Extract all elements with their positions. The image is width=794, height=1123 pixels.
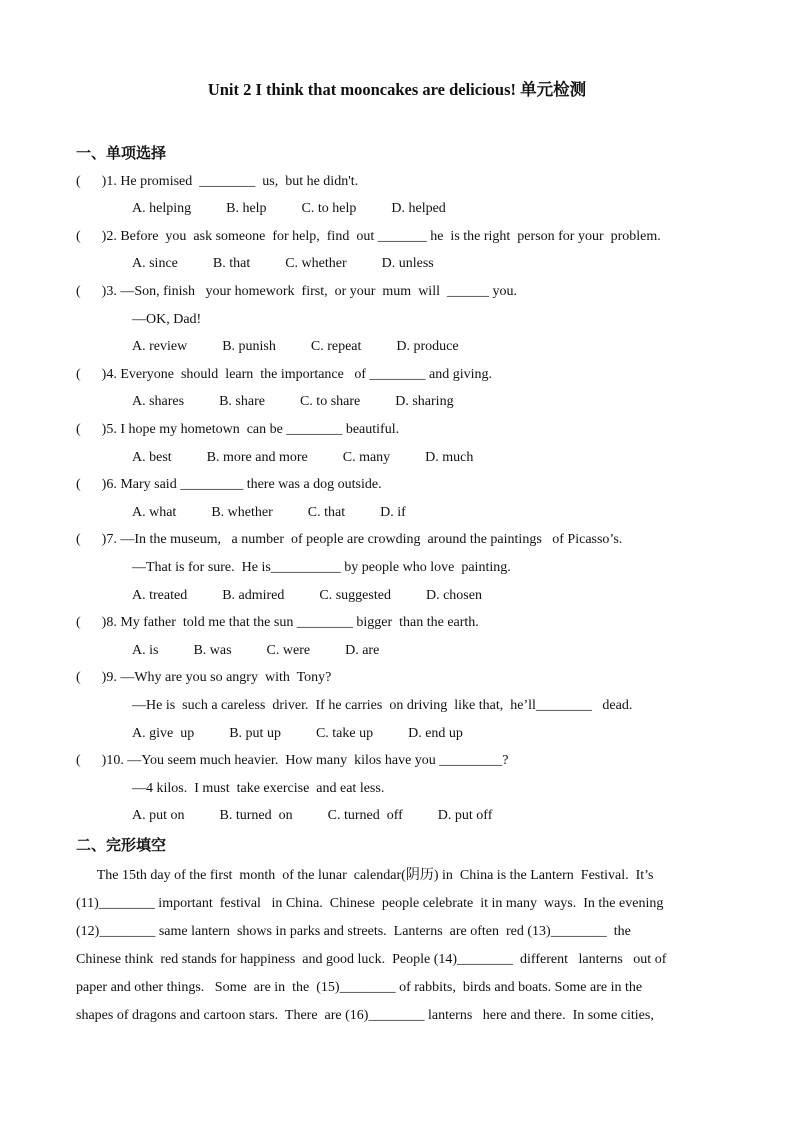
section-heading-single-choice: 一、单项选择 bbox=[76, 146, 167, 162]
passage-line: (12)________ same lantern shows in parks and streets. Lanterns are often red (13)________ the bbox=[76, 924, 631, 939]
question-8-stem: ( )8. My father told me that the sun ________ bigger than the earth. bbox=[76, 615, 479, 630]
question-9-stem: ( )9. —Why are you so angry with Tony? bbox=[76, 670, 332, 685]
question-10-options: A. put on B. turned on C. turned off D. put off bbox=[132, 808, 493, 823]
passage-line: (11)________ important festival in China. Chinese people celebrate it in many ways. In the evening bbox=[76, 896, 664, 911]
question-4-stem: ( )4. Everyone should learn the importance of ________ and giving. bbox=[76, 367, 493, 382]
question-6-options: A. what B. whether C. that D. if bbox=[132, 505, 406, 520]
passage-line: paper and other things. Some are in the (15)________ of rabbits, birds and boats. Some are in the bbox=[76, 980, 643, 995]
question-1-stem: ( )1. He promised ________ us, but he didn't. bbox=[76, 174, 359, 189]
page-title: Unit 2 I think that mooncakes are delicious! 单元检测 bbox=[207, 80, 587, 99]
question-7-options: A. treated B. admired C. suggested D. chosen bbox=[132, 588, 482, 603]
section-heading-cloze: 二、完形填空 bbox=[76, 838, 167, 854]
question-2-stem: ( )2. Before you ask someone for help, find out _______ he is the right person for your problem. bbox=[76, 229, 661, 244]
question-3-stem: ( )3. —Son, finish your homework first, or your mum will ______ you. bbox=[76, 284, 517, 299]
question-9-options: A. give up B. put up C. take up D. end up bbox=[132, 726, 463, 741]
question-6-stem: ( )6. Mary said _________ there was a dog outside. bbox=[76, 477, 382, 492]
passage-line: The 15th day of the first month of the lunar calendar(阴历) in China is the Lantern Festival. It’s bbox=[76, 868, 654, 883]
question-7-stem: ( )7. —In the museum, a number of people are crowding around the paintings of Picasso’s. bbox=[76, 532, 623, 547]
passage-line: shapes of dragons and cartoon stars. There are (16)________ lanterns here and there. In some cities, bbox=[76, 1008, 654, 1023]
question-9-reply: —He is such a careless driver. If he carries on driving like that, he’ll________ dead. bbox=[132, 698, 633, 713]
question-8-options: A. is B. was C. were D. are bbox=[132, 643, 380, 658]
question-1-options: A. helping B. help C. to help D. helped bbox=[132, 201, 446, 216]
question-5-stem: ( )5. I hope my hometown can be ________ beautiful. bbox=[76, 422, 400, 437]
question-10-reply: —4 kilos. I must take exercise and eat less. bbox=[132, 781, 385, 796]
passage-line: Chinese think red stands for happiness and good luck. People (14)________ different lanterns out of bbox=[76, 952, 667, 967]
question-7-reply: —That is for sure. He is__________ by people who love painting. bbox=[132, 560, 511, 575]
cloze-passage bbox=[76, 862, 720, 1030]
question-10-stem: ( )10. —You seem much heavier. How many kilos have you _________? bbox=[76, 753, 509, 768]
question-5-options: A. best B. more and more C. many D. much bbox=[132, 450, 474, 465]
question-3-reply: —OK, Dad! bbox=[132, 312, 202, 327]
question-4-options: A. shares B. share C. to share D. sharing bbox=[132, 394, 454, 409]
question-2-options: A. since B. that C. whether D. unless bbox=[132, 256, 434, 271]
question-3-options: A. review B. punish C. repeat D. produce bbox=[132, 339, 459, 354]
